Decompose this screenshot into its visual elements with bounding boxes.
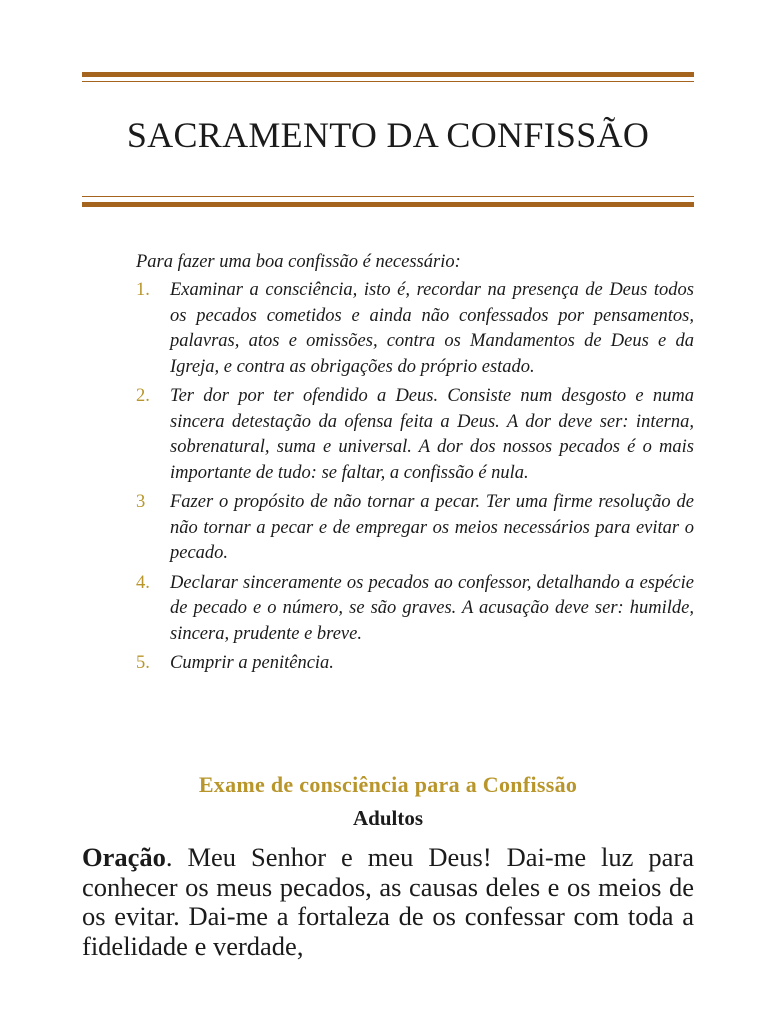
intro-text: Para fazer uma boa confissão é necessário: xyxy=(136,252,461,272)
top-rule-thin xyxy=(82,81,694,82)
bottom-rule-thick xyxy=(82,202,694,207)
sub-heading: Adultos xyxy=(352,806,424,830)
prayer-text: . Meu Senhor e meu Deus! Dai-me luz para conhecer os meus pecados, as causas deles e os meios de os evitar. Dai-me a fortaleza de os confessar com toda a fidelidade e verdade, xyxy=(82,842,694,961)
step-text: Declarar sinceramente os pecados ao confessor, detalhando a espécie de pecado e o número, se são graves. A acusação deve ser: humilde, sincera, prudente e breve. xyxy=(170,572,694,644)
step-item xyxy=(136,490,694,567)
step-item xyxy=(136,571,694,648)
bottom-rule-thin xyxy=(82,196,694,197)
prayer-lead: Oração xyxy=(82,842,166,872)
step-number: 4. xyxy=(136,572,150,593)
step-text: Ter dor por ter ofendido a Deus. Consiste num desgosto e numa sincera detestação da ofensa feita a Deus. A dor deve ser: interna, sobrenatural, suma e universal. A dor dos nossos pecados é o mais importante de tudo: se faltar, a confissão é nula. xyxy=(170,386,694,483)
step-text: Fazer o propósito de não tornar a pecar. Ter uma firme resolução de não tornar a pecar e de empregar os meios necessários para evitar o pecado. xyxy=(170,492,694,563)
section-heading: Exame de consciência para a Confissão xyxy=(198,772,578,797)
step-item xyxy=(136,278,694,380)
steps-list xyxy=(136,278,694,681)
step-number: 3 xyxy=(136,492,146,512)
step-item xyxy=(136,651,694,677)
step-number: 1. xyxy=(136,280,150,300)
step-text: Cumprir a penitência. xyxy=(170,653,334,673)
step-number: 5. xyxy=(136,653,150,673)
step-text: Examinar a consciência, isto é, recordar na presença de Deus todos os pecados cometidos e ainda não confessados por pensamentos, palavras, atos e omissões, contra os Mandamentos de Deus e da Igreja, e contra as obrigações do próprio estado. xyxy=(170,280,694,377)
step-item xyxy=(136,384,694,486)
top-rule-thick xyxy=(82,72,694,77)
step-number: 2. xyxy=(136,386,150,406)
prayer-paragraph xyxy=(82,843,694,961)
page-title: SACRAMENTO DA CONFISSÃO xyxy=(126,115,650,155)
